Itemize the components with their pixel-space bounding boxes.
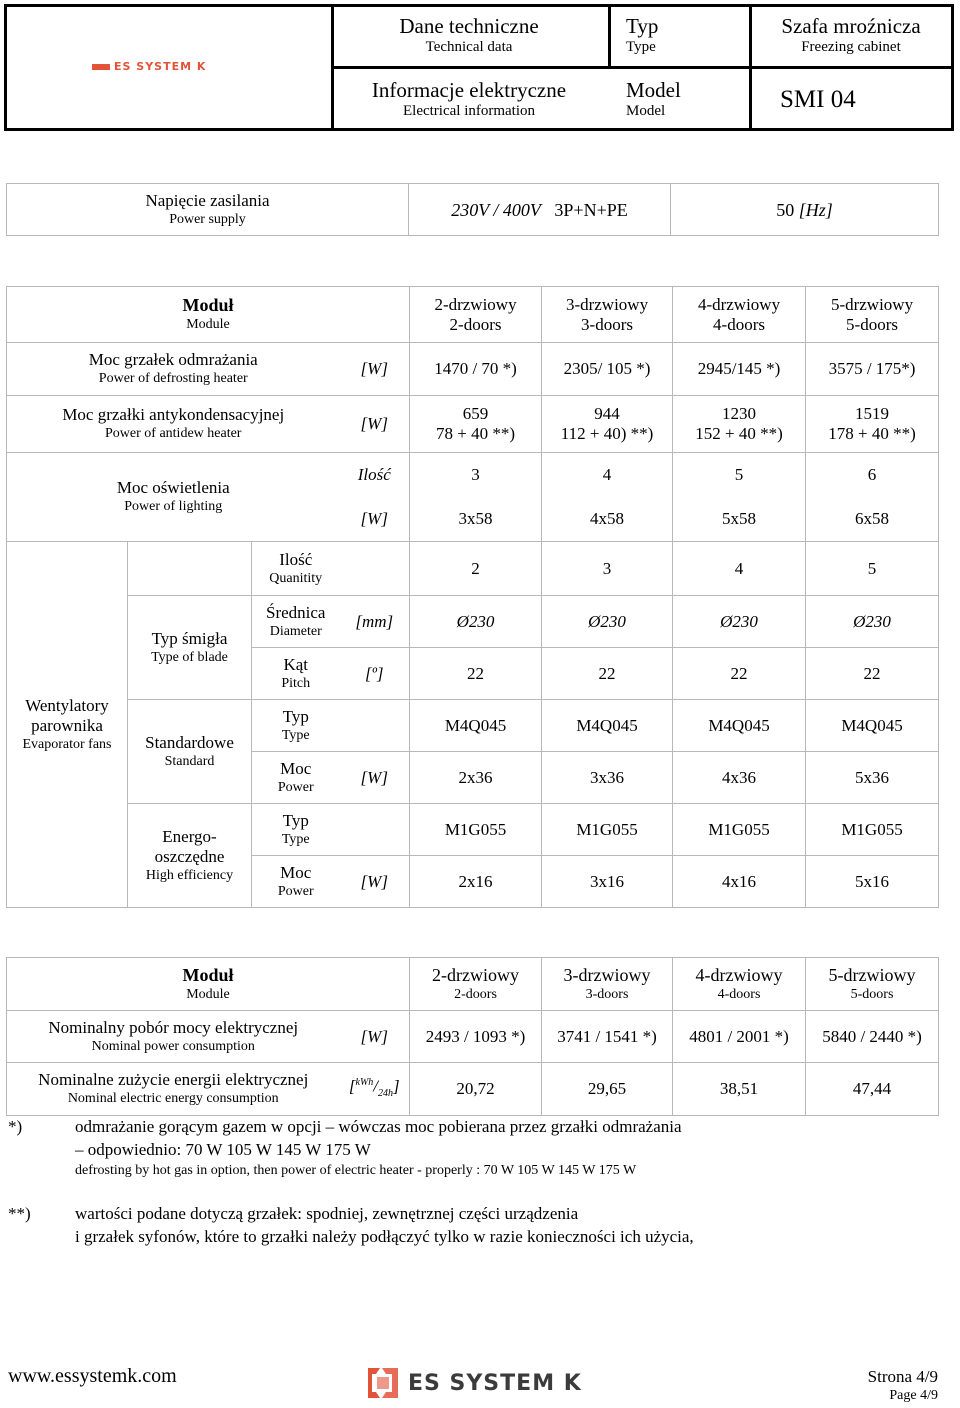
he-type-value: M1G055 [673,804,806,856]
pitch-value: 22 [806,648,939,700]
diameter-value: Ø230 [673,596,806,648]
module-label: Moduł [182,964,234,985]
nominal-energy-value: 20,72 [410,1063,542,1116]
antidew-label-pl: Moc grzałki antykondensacyjnej [62,405,285,424]
header-logo: ES SYSTEM K [92,62,252,72]
frequency-value: 50 [776,199,795,220]
column-header-pl: 2-drzwiowy [432,964,519,985]
lighting-power-unit: [W] [340,498,410,542]
he-power-value: 5x16 [806,856,939,908]
antidew-label [7,396,340,453]
header-cabinet [748,14,954,56]
header-electrical-info [331,78,607,120]
quantity-value: 5 [806,542,939,596]
defrost-value: 2305/ 105 *) [542,343,673,396]
module-header [7,287,410,343]
power-label-pl: Moc [280,862,312,882]
diameter-value: Ø230 [542,596,673,648]
column-header [806,958,939,1011]
fans-empty-cell [128,542,252,596]
standard-power-value: 5x36 [806,752,939,804]
standard-type-value: M4Q045 [410,700,542,752]
column-header-en: 4-doors [713,314,765,334]
he-power-label [252,856,340,908]
antidew-value-detail: 178 + 40 **) [828,424,916,443]
header-divider [608,4,611,66]
high-efficiency-label-line1: Energo- [162,826,217,846]
column-header-pl: 3-drzwiowy [563,964,651,985]
lighting-qty-value: 5 [673,453,806,498]
nominal-energy-label-pl: Nominalne zużycie energii elektrycznej [38,1070,309,1089]
defrost-value: 3575 / 175*) [806,343,939,396]
voltage-value: 230V / 400V [451,199,541,220]
diameter-label-en: Diameter [269,623,322,639]
standard-label [128,700,252,804]
nominal-energy-unit: $[^{kWh}/_{24h}]$ [340,1063,410,1116]
type-label-pl: Typ [282,706,309,726]
he-type-value: M1G055 [410,804,542,856]
antidew-value-detail: 78 + 40 **) [436,424,516,443]
nominal-energy-value: 38,51 [673,1063,806,1116]
lighting-qty-value: 4 [542,453,673,498]
he-type-value: M1G055 [542,804,673,856]
unit-denominator: 24h [378,1088,394,1100]
nominal-energy-value: 29,65 [542,1063,673,1116]
column-header-en: 4-doors [717,986,761,1002]
quantity-value: 2 [410,542,542,596]
fans-label-line1: Wentylatory [25,695,109,715]
quantity-unit [340,542,410,596]
quantity-value: 3 [542,542,673,596]
model-subtitle: Model [626,103,666,119]
nominal-power-label-pl: Nominalny pobór mocy elektrycznej [48,1017,299,1037]
antidew-value [410,396,542,453]
logo-text: ES SYSTEM K [408,1370,582,1396]
diameter-unit: [mm] [340,596,410,648]
note1-en: defrosting by hot gas in option, then power of electric heater - properly : 70 W 105 W 145 W 175 W [75,1163,637,1178]
note2-line2: i grzałek syfonów, które to grzałki należy podłączyć tylko w razie konieczności ich użycia, [75,1227,694,1246]
note1-line2: – odpowiednio: 70 W 105 W 145 W 175 W [75,1140,371,1159]
column-header [542,287,673,343]
pitch-unit: [º] [340,648,410,700]
column-header [673,958,806,1011]
antidew-value [806,396,939,453]
pitch-label [252,648,340,700]
nominal-power-label [7,1011,340,1063]
header-technical-data [331,14,607,56]
pitch-value: 22 [673,648,806,700]
lighting-power-value: 6x58 [806,498,939,542]
blade-label [128,596,252,700]
quantity-label [252,542,340,596]
unit-numerator: kWh [355,1077,374,1089]
he-power-unit: [W] [340,856,410,908]
power-supply-frequency [671,184,939,236]
antidew-value-main: 1519 [855,404,890,423]
high-efficiency-label-line2: oszczędne [154,846,225,866]
header-type [626,14,746,56]
antidew-label-en: Power of antidew heater [105,426,242,441]
type-label-pl: Typ [282,810,309,830]
he-type-value: M1G055 [806,804,939,856]
standard-type-label [252,700,340,752]
type-subtitle: Type [626,39,656,55]
column-header-pl: 2-drzwiowy [434,294,517,314]
lighting-label-pl: Moc oświetlenia [116,478,230,497]
module-label: Moduł [182,295,234,315]
technical-data-subtitle: Technical data [425,39,513,55]
power-label-en: Power [277,779,314,795]
column-header-en: 3-doors [581,314,633,334]
lighting-power-value: 3x58 [410,498,542,542]
standard-power-unit: [W] [340,752,410,804]
column-header-pl: 5-drzwiowy [828,964,916,985]
power-supply-label [7,184,409,236]
standard-type-value: M4Q045 [673,700,806,752]
column-header [410,287,542,343]
antidew-value-detail: 152 + 40 **) [695,424,783,443]
he-power-value: 4x16 [673,856,806,908]
standard-label-en: Standard [164,753,215,769]
column-header [542,958,673,1011]
he-type-unit [340,804,410,856]
footer-logo [366,1366,582,1400]
standard-type-value: M4Q045 [542,700,673,752]
note1-line1: odmrażanie gorącym gazem w opcji – wówczas moc pobierana przez grzałki odmrażania [75,1117,682,1136]
column-header-en: 3-doors [585,986,629,1002]
lighting-label [7,453,340,542]
diameter-label-pl: Średnica [266,602,326,622]
nominal-power-label-en: Nominal power consumption [91,1038,255,1054]
nominal-power-value: 5840 / 2440 *) [806,1011,939,1063]
he-power-value: 2x16 [410,856,542,908]
quantity-label-en: Quanitity [269,570,323,586]
lighting-label-en: Power of lighting [124,499,223,514]
pitch-label-en: Pitch [281,675,311,691]
nominal-power-value: 3741 / 1541 *) [542,1011,673,1063]
he-type-label [252,804,340,856]
electrical-table [6,286,939,908]
column-header-pl: 5-drzwiowy [830,294,914,314]
module-label-en: Module [186,317,230,332]
high-efficiency-label-en: High efficiency [145,867,234,883]
column-header-pl: 4-drzwiowy [697,294,781,314]
column-header [673,287,806,343]
quantity-value: 4 [673,542,806,596]
antidew-value [673,396,806,453]
note2-line1: wartości podane dotyczą grzałek: spodniej, zewnętrznej części urządzenia [75,1204,579,1223]
blade-label-pl: Typ śmigła [151,628,228,648]
standard-type-unit [340,700,410,752]
power-supply-label-en: Power supply [169,211,246,227]
column-header-en: 2-doors [454,986,497,1002]
power-label-en: Power [277,883,314,899]
type-label-en: Type [281,831,310,847]
column-header-en: 2-doors [449,314,502,334]
nominal-power-unit: [W] [340,1011,410,1063]
defrost-label-en: Power of defrosting heater [98,371,248,386]
lighting-power-value: 5x58 [673,498,806,542]
nominal-energy-value: 47,44 [806,1063,939,1116]
fans-label-en: Evaporator fans [22,736,112,752]
power-supply-table [6,183,939,236]
module-label-en: Module [186,986,230,1002]
pitch-value: 22 [542,648,673,700]
header-divider [331,66,954,69]
electrical-info-title: Informacje elektryczne [371,78,567,102]
consumption-table [6,957,939,1116]
high-efficiency-label [128,804,252,908]
antidew-value [542,396,673,453]
electrical-info-subtitle: Electrical information [402,103,536,119]
lighting-qty-unit: Ilość [340,453,410,498]
lighting-qty-value: 6 [806,453,939,498]
pitch-value: 22 [410,648,542,700]
nominal-power-value: 2493 / 1093 *) [410,1011,542,1063]
note2-marker: **) [8,1204,31,1223]
antidew-value-main: 659 [462,404,489,423]
brand-mark-icon [366,1366,400,1400]
pitch-label-pl: Kąt [283,654,309,674]
nominal-power-value: 4801 / 2001 *) [673,1011,806,1063]
model-title: Model [626,78,681,102]
he-power-value: 3x16 [542,856,673,908]
antidew-value-main: 944 [594,404,620,423]
type-title: Typ [626,14,659,38]
power-label-pl: Moc [280,758,312,778]
column-header-en: 5-doors [846,314,898,334]
cabinet-title: Szafa mroźnicza [781,14,921,38]
defrost-value: 1470 / 70 *) [410,343,542,396]
cabinet-subtitle: Freezing cabinet [801,39,901,55]
diameter-value: Ø230 [410,596,542,648]
standard-label-pl: Standardowe [145,732,234,752]
power-supply-label-pl: Napięcie zasilania [145,190,270,210]
model-value: SMI 04 [780,86,856,113]
column-header-en: 5-doors [850,986,894,1002]
column-header-pl: 3-drzwiowy [565,294,649,314]
antidew-value-detail: 112 + 40) **) [560,424,654,443]
standard-power-value: 4x36 [673,752,806,804]
phase-value: 3P+N+PE [554,199,628,220]
standard-type-value: M4Q045 [806,700,939,752]
defrost-unit: [W] [340,343,410,396]
diameter-label [252,596,340,648]
defrost-label-pl: Moc grzałek odmrażania [88,350,258,369]
note1-marker: *) [8,1117,23,1136]
fans-label-line2: parownika [31,715,103,735]
header-model [626,78,746,120]
page-number-pl: Strona 4/9 [867,1367,938,1386]
technical-data-title: Dane techniczne [399,14,539,38]
frequency-unit: [Hz] [798,199,833,220]
footer-website[interactable]: www.essystemk.com [8,1365,177,1387]
lighting-qty-value: 3 [410,453,542,498]
column-header [410,958,542,1011]
antidew-unit: [W] [340,396,410,453]
type-label-en: Type [281,727,310,743]
nominal-energy-label-en: Nominal electric energy consumption [67,1091,279,1106]
lighting-power-value: 4x58 [542,498,673,542]
blade-label-en: Type of blade [151,649,228,665]
footer-page [820,1367,938,1404]
defrost-value: 2945/145 *) [673,343,806,396]
quantity-label-pl: Ilość [279,549,313,569]
nominal-energy-label [7,1063,340,1116]
standard-power-value: 2x36 [410,752,542,804]
defrost-label [7,343,340,396]
column-header [806,287,939,343]
fans-label [7,542,128,908]
column-header-pl: 4-drzwiowy [695,964,783,985]
page-number-en: Page 4/9 [889,1388,938,1403]
antidew-value-main: 1230 [722,404,757,423]
diameter-value: Ø230 [806,596,939,648]
power-supply-voltage [409,184,671,236]
standard-power-label [252,752,340,804]
module-header [7,958,410,1011]
standard-power-value: 3x36 [542,752,673,804]
